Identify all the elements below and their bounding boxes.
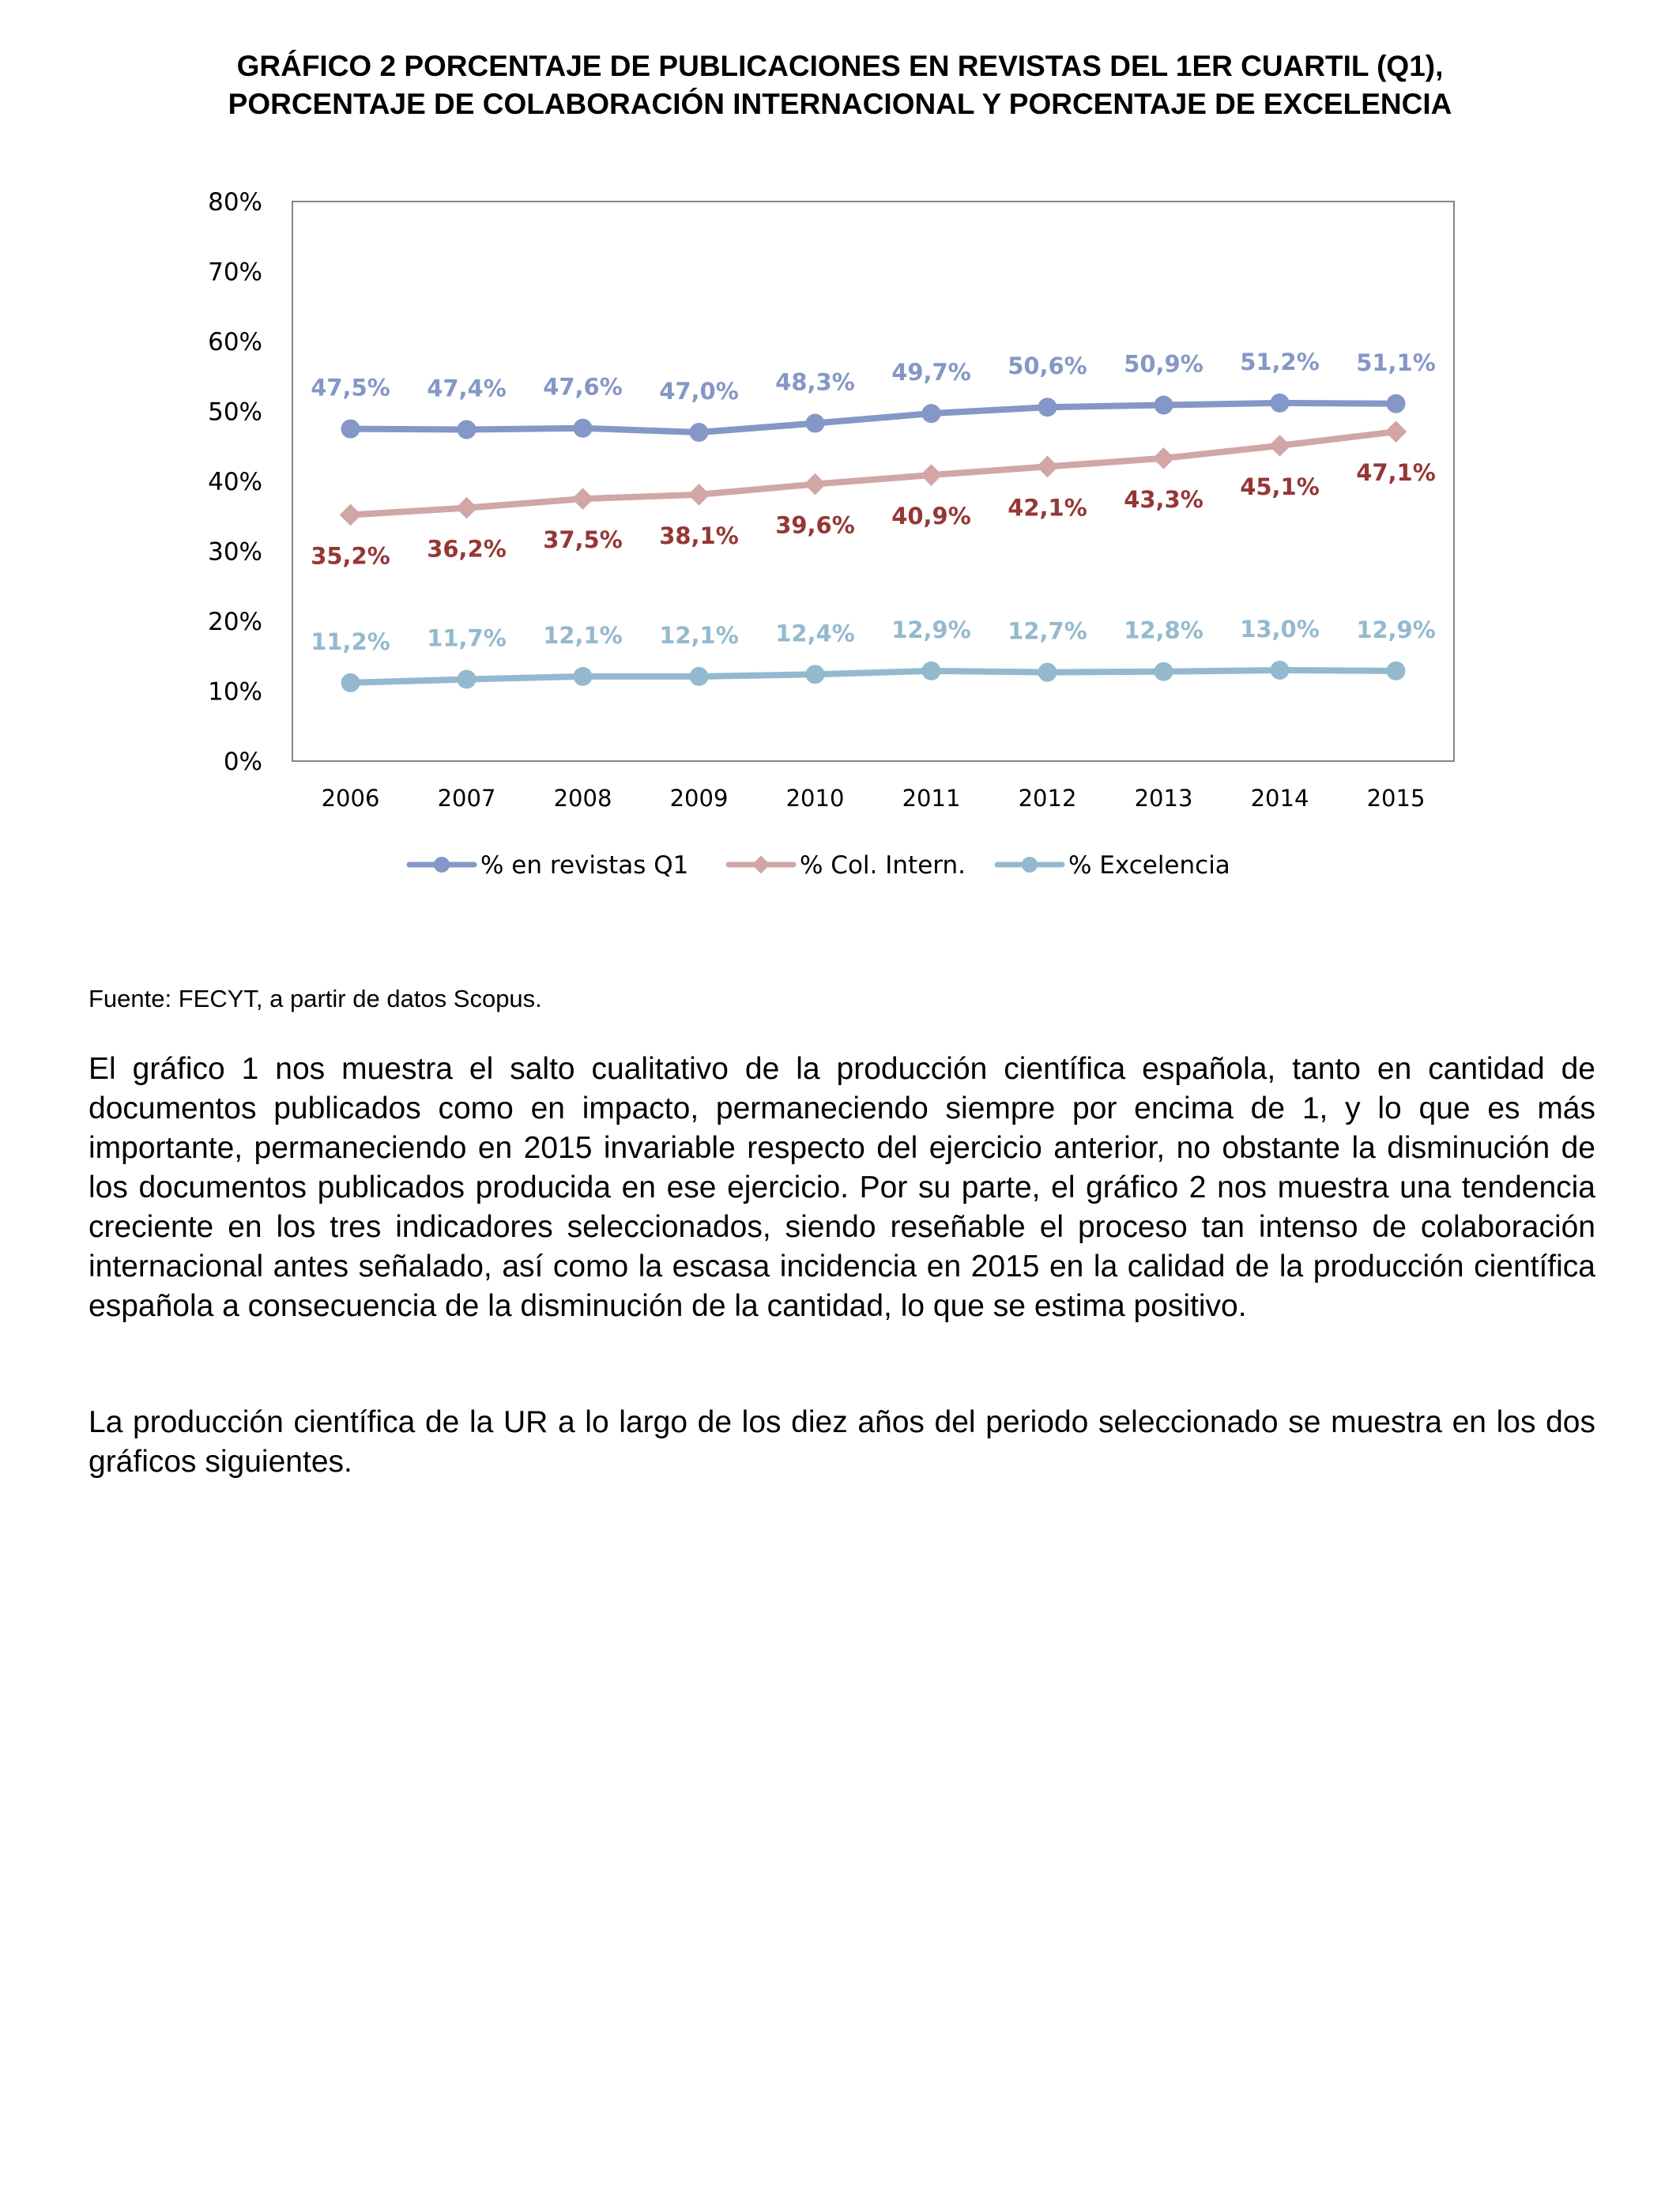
x-tick-label: 2006 [321,785,380,812]
data-label-series-1: 48,3% [775,368,855,396]
data-label-series-1: 47,0% [659,378,739,405]
data-point-series-2 [456,497,478,519]
y-tick-label: 60% [208,328,262,356]
data-point-series-2 [1385,420,1407,443]
line-chart [0,0,1680,917]
data-label-series-2: 40,9% [891,503,971,530]
data-point-series-3 [922,662,941,680]
legend-swatch-marker-2 [752,856,770,874]
data-label-series-3: 12,1% [543,621,623,649]
data-point-series-3 [806,665,825,684]
data-point-series-2 [804,473,827,496]
data-point-series-3 [1038,663,1057,682]
x-tick-label: 2015 [1366,785,1426,812]
x-tick-label: 2011 [902,785,961,812]
data-label-series-1: 50,6% [1008,352,1087,380]
legend-label-1: % en revistas Q1 [480,851,689,880]
x-tick-label: 2010 [785,785,845,812]
data-point-series-3 [1271,661,1290,680]
source-note: Fuente: FECYT, a partir de datos Scopus. [89,985,542,1012]
data-point-series-1 [922,404,941,423]
data-label-series-1: 50,9% [1124,350,1203,378]
data-label-series-3: 12,9% [891,616,971,643]
y-tick-label: 40% [208,468,262,496]
data-label-series-3: 11,2% [311,628,390,655]
data-point-series-1 [806,414,825,433]
data-label-series-1: 47,4% [427,375,507,402]
data-point-series-2 [1153,447,1175,469]
data-label-series-3: 11,7% [427,624,507,652]
x-tick-label: 2009 [669,785,729,812]
x-tick-label: 2012 [1018,785,1077,812]
y-tick-label: 50% [208,398,262,427]
x-tick-label: 2014 [1250,785,1309,812]
data-point-series-1 [1155,396,1173,415]
data-point-series-1 [1387,394,1406,413]
data-point-series-2 [921,464,943,486]
data-point-series-1 [1271,394,1290,413]
data-label-series-2: 47,1% [1356,459,1436,487]
data-point-series-3 [1155,662,1173,681]
data-label-series-3: 12,9% [1356,616,1436,643]
data-point-series-2 [1037,456,1059,478]
legend-swatch-marker-3 [1022,857,1038,873]
data-label-series-2: 37,5% [543,526,623,554]
data-point-series-1 [341,420,360,439]
data-point-series-3 [574,667,593,686]
y-tick-label: 30% [208,537,262,567]
data-label-series-3: 12,8% [1124,616,1203,644]
y-tick-label: 20% [208,608,262,636]
y-tick-label: 80% [208,188,262,217]
body-paragraph-1: El gráfico 1 nos muestra el salto cualitativo de la producción científica española, tanto en cantidad de documentos publicados como en impacto, permaneciendo siempre por encima de 1, y lo que es más importante, permaneciendo en 2015 invariable respecto del ejercicio anterior, no obstante la disminución de los documentos publicados producida en ese ejercicio. Por su parte, el gráfico 2 nos muestra una tendencia creciente en los tres indicadores seleccionados, siendo reseñable el proceso tan intenso de colaboración internacional antes señalado, así como la escasa incidencia en 2015 en la calidad de la producción científica española a consecuencia de la disminución de la cantidad, lo que se estima positivo. [89,1052,1595,1323]
chart-title-line-2: PORCENTAJE DE COLABORACIÓN INTERNACIONAL Y PORCENTAJE DE EXCELENCIA [228,88,1452,120]
chart-title-line-1: GRÁFICO 2 PORCENTAJE DE PUBLICACIONES EN REVISTAS DEL 1ER CUARTIL (Q1), [236,50,1444,82]
legend-swatch-marker-1 [434,857,450,873]
data-point-series-2 [688,484,710,506]
y-tick-label: 0% [223,748,262,776]
data-point-series-2 [572,488,594,510]
data-label-series-2: 36,2% [427,535,507,563]
data-point-series-1 [1038,398,1057,417]
series-line-2 [351,432,1396,515]
y-tick-label: 70% [208,258,262,287]
x-tick-label: 2013 [1134,785,1193,812]
data-point-series-3 [341,673,360,692]
data-label-series-1: 51,2% [1240,348,1320,375]
data-point-series-2 [340,504,362,526]
data-label-series-1: 47,6% [543,373,623,401]
data-label-series-2: 35,2% [311,542,390,570]
data-label-series-3: 12,4% [775,620,855,647]
data-label-series-1: 49,7% [891,359,971,386]
data-point-series-3 [1387,662,1406,680]
data-label-series-1: 47,5% [311,374,390,401]
legend-label-2: % Col. Intern. [800,851,966,880]
data-label-series-3: 13,0% [1240,615,1320,643]
data-point-series-3 [458,669,477,688]
series-line-1 [351,403,1396,432]
x-tick-label: 2007 [437,785,496,812]
y-tick-label: 10% [208,677,262,707]
data-label-series-2: 39,6% [775,511,855,539]
data-point-series-1 [574,419,593,438]
data-label-series-2: 42,1% [1008,494,1087,522]
x-tick-label: 2008 [553,785,612,812]
data-point-series-3 [690,667,709,686]
data-label-series-2: 38,1% [659,522,739,549]
body-paragraph-2: La producción científica de la UR a lo largo de los diez años del periodo seleccionado se muestra en los dos gráficos siguientes. [89,1405,1595,1479]
series-line-3 [351,670,1396,683]
data-point-series-2 [1269,435,1291,457]
data-point-series-1 [690,423,709,442]
data-point-series-1 [458,420,477,439]
data-label-series-2: 45,1% [1240,473,1320,500]
data-label-series-3: 12,1% [659,621,739,649]
data-label-series-1: 51,1% [1356,349,1436,376]
data-label-series-3: 12,7% [1008,617,1087,645]
data-label-series-2: 43,3% [1124,485,1203,513]
legend-label-3: % Excelencia [1068,851,1230,880]
